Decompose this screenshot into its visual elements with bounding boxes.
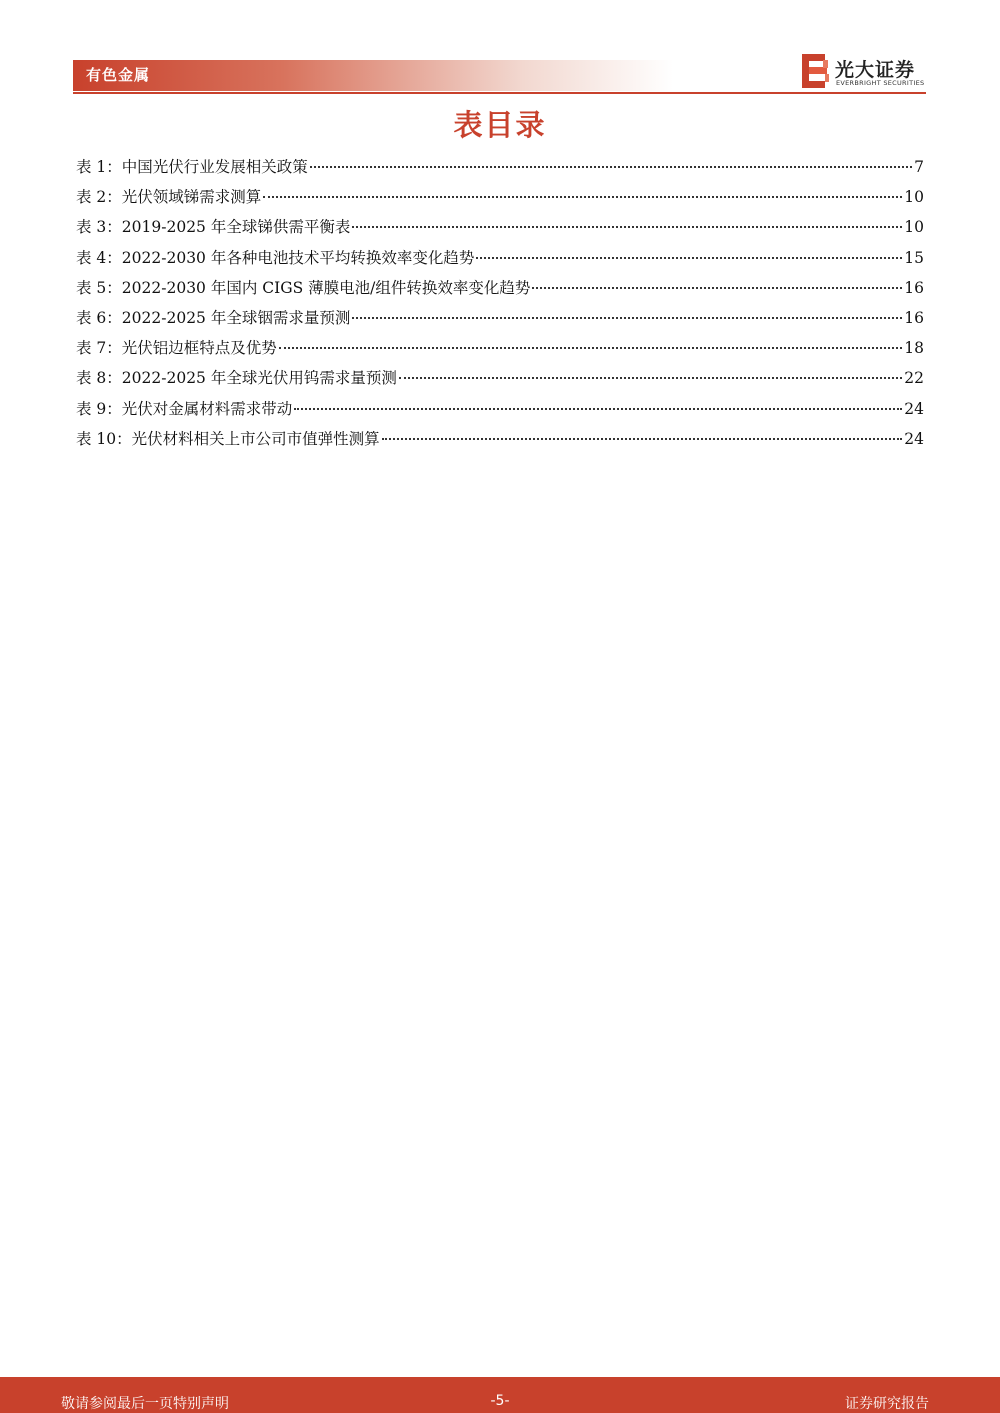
header-divider — [73, 92, 926, 94]
dot-leader — [532, 286, 902, 289]
section-title: 有色金属 — [86, 66, 151, 84]
toc-entry-page: 10 — [904, 188, 924, 207]
toc-entry-page: 10 — [904, 218, 924, 237]
toc-entry[interactable] — [76, 212, 924, 242]
toc-entry[interactable] — [76, 182, 924, 212]
toc-entry-label: 表 2：光伏领域锑需求测算 — [76, 188, 262, 207]
toc-entry-label: 表 9：光伏对金属材料需求带动 — [76, 399, 293, 418]
header-band — [73, 60, 673, 91]
toc-entry-label: 表 6：2022-2025 年全球铟需求量预测 — [76, 308, 351, 327]
toc-entry-page: 18 — [904, 339, 924, 358]
dot-leader — [352, 225, 902, 228]
toc-entry-label: 表 7：光伏铝边框特点及优势 — [76, 339, 277, 358]
toc-entry[interactable] — [76, 333, 924, 363]
footer-disclaimer: 敬请参阅最后一页特别声明 — [61, 1396, 229, 1412]
everbright-logo-icon — [800, 52, 830, 90]
toc-entry[interactable] — [76, 363, 924, 393]
dot-leader — [399, 376, 902, 379]
toc-entry-page: 16 — [904, 308, 924, 327]
toc-entry-label: 表 4：2022-2030 年各种电池技术平均转换效率变化趋势 — [76, 248, 475, 267]
dot-leader — [476, 256, 902, 259]
toc-entry[interactable] — [76, 152, 924, 182]
page-number: -5- — [490, 1393, 510, 1409]
logo-english-name: EVERBRIGHT SECURITIES — [836, 79, 925, 87]
company-logo — [800, 52, 930, 92]
dot-leader — [382, 437, 903, 440]
dot-leader — [352, 316, 902, 319]
toc-entry[interactable] — [76, 394, 924, 424]
toc-entry-page: 16 — [904, 278, 924, 297]
logo-chinese-name: 光大证券 — [835, 59, 916, 81]
toc-entry-page: 7 — [914, 158, 924, 176]
dot-leader — [263, 195, 902, 198]
toc-entry-page: 15 — [904, 248, 924, 267]
toc-entry[interactable] — [76, 273, 924, 303]
toc-entry-label: 表 1：中国光伏行业发展相关政策 — [76, 158, 308, 176]
toc-entry-label: 表 5：2022-2030 年国内 CIGS 薄膜电池/组件转换效率变化趋势 — [76, 278, 531, 297]
toc-entry[interactable] — [76, 424, 924, 454]
table-of-contents — [76, 152, 924, 454]
dot-leader — [310, 165, 912, 168]
toc-entry-page: 24 — [904, 429, 924, 448]
report-type: 证券研究报告 — [845, 1396, 929, 1412]
toc-entry-page: 24 — [904, 399, 924, 418]
toc-title: 表目录 — [453, 108, 547, 142]
toc-entry-label: 表 8：2022-2025 年全球光伏用钨需求量预测 — [76, 369, 397, 388]
toc-entry-label: 表 3：2019-2025 年全球锑供需平衡表 — [76, 218, 351, 237]
toc-entry-label: 表 10：光伏材料相关上市公司市值弹性测算 — [76, 429, 380, 448]
dot-leader — [294, 407, 902, 410]
toc-entry-page: 22 — [904, 369, 924, 388]
toc-entry[interactable] — [76, 243, 924, 273]
dot-leader — [279, 346, 902, 349]
toc-entry[interactable] — [76, 303, 924, 333]
